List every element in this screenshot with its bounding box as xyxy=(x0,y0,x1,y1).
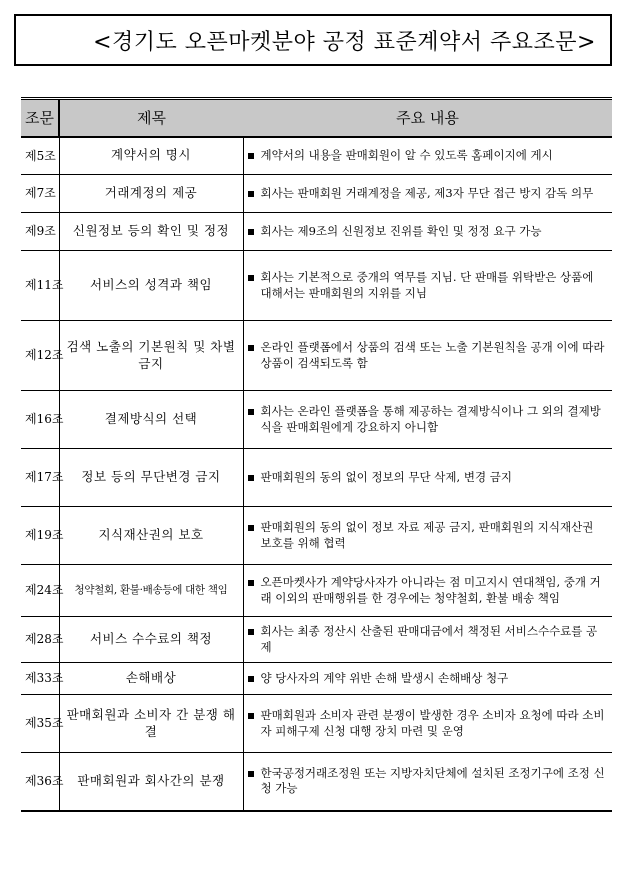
content-cell xyxy=(243,137,612,175)
header-article: 조문 xyxy=(21,99,59,137)
article-cell: 제12조 xyxy=(21,321,59,391)
square-bullet-icon xyxy=(248,713,254,719)
article-cell: 제17조 xyxy=(21,449,59,507)
square-bullet-icon xyxy=(248,475,254,481)
content-text: 판매회원의 동의 없이 정보 자료 제공 금지, 판매회원의 지식재산권 보호를 위해 협력 xyxy=(260,519,594,550)
content-text: 판매회원의 동의 없이 정보의 무단 삭제, 변경 금지 xyxy=(260,469,512,484)
content-text: 회사는 기본적으로 중개의 역무를 지님. 단 판매를 위탁받은 상품에 대해서는 판매회원의 지위를 지님 xyxy=(260,269,594,300)
content-cell xyxy=(243,753,612,811)
table-row xyxy=(21,213,612,251)
header-subject: 제목 xyxy=(59,99,243,137)
content-text: 온라인 플랫폼에서 상품의 검색 또는 노출 기본원칙을 공개 이에 따라 상품이 검색되도록 함 xyxy=(260,339,605,370)
square-bullet-icon xyxy=(248,191,254,197)
content-text: 회사는 온라인 플랫폼을 통해 제공하는 결제방식이나 그 외의 결제방식을 판매회원에게 강요하지 아니함 xyxy=(260,403,601,434)
content-cell xyxy=(243,213,612,251)
subject-cell: 판매회원과 소비자 간 분쟁 해결 xyxy=(59,695,243,753)
article-cell: 제11조 xyxy=(21,251,59,321)
content-cell xyxy=(243,565,612,617)
table-header-row xyxy=(21,99,612,137)
article-cell: 제7조 xyxy=(21,175,59,213)
content-cell xyxy=(243,617,612,663)
table-row xyxy=(21,663,612,695)
table-row xyxy=(21,321,612,391)
content-cell xyxy=(243,175,612,213)
article-cell: 제19조 xyxy=(21,507,59,565)
table-row xyxy=(21,137,612,175)
articles-table xyxy=(21,97,612,812)
content-cell xyxy=(243,449,612,507)
article-cell: 제35조 xyxy=(21,695,59,753)
table-row xyxy=(21,251,612,321)
content-text: 회사는 최종 정산시 산출된 판매대금에서 책정된 서비스수수료를 공제 xyxy=(260,623,598,654)
title-box xyxy=(14,14,612,66)
square-bullet-icon xyxy=(248,629,254,635)
content-cell xyxy=(243,663,612,695)
content-text: 오픈마켓사가 계약당사자가 아니라는 점 미고지시 연대책임, 중개 거래 이외의 판매행위를 한 경우에는 청약철회, 환불 배송 책임 xyxy=(260,574,601,605)
square-bullet-icon xyxy=(248,676,254,682)
square-bullet-icon xyxy=(248,580,254,586)
article-cell: 제24조 xyxy=(21,565,59,617)
article-cell: 제9조 xyxy=(21,213,59,251)
subject-cell: 청약철회, 환불·배송등에 대한 책임 xyxy=(59,565,243,617)
content-cell xyxy=(243,251,612,321)
table-row xyxy=(21,175,612,213)
content-text: 회사는 제9조의 신원정보 진위를 확인 및 정정 요구 가능 xyxy=(260,223,542,238)
square-bullet-icon xyxy=(248,153,254,159)
square-bullet-icon xyxy=(248,345,254,351)
content-cell xyxy=(243,321,612,391)
content-cell xyxy=(243,695,612,753)
subject-cell: 정보 등의 무단변경 금지 xyxy=(59,449,243,507)
article-cell: 제36조 xyxy=(21,753,59,811)
table-row xyxy=(21,617,612,663)
article-cell: 제33조 xyxy=(21,663,59,695)
table-row xyxy=(21,449,612,507)
subject-cell: 지식재산권의 보호 xyxy=(59,507,243,565)
content-text: 한국공정거래조정원 또는 지방자치단체에 설치된 조정기구에 조정 신청 가능 xyxy=(260,765,605,796)
subject-cell: 검색 노출의 기본원칙 및 차별금지 xyxy=(59,321,243,391)
subject-cell: 거래계정의 제공 xyxy=(59,175,243,213)
subject-cell: 판매회원과 회사간의 분쟁 xyxy=(59,753,243,811)
table-row xyxy=(21,565,612,617)
square-bullet-icon xyxy=(248,275,254,281)
page-title: <경기도 오픈마켓분야 공정 표준계약서 주요조문> xyxy=(93,29,596,55)
square-bullet-icon xyxy=(248,771,254,777)
subject-cell: 신원정보 등의 확인 및 정정 xyxy=(59,213,243,251)
table-row xyxy=(21,507,612,565)
article-cell: 제5조 xyxy=(21,137,59,175)
content-cell xyxy=(243,507,612,565)
header-content: 주요 내용 xyxy=(243,99,612,137)
square-bullet-icon xyxy=(248,229,254,235)
subject-cell: 서비스 수수료의 책정 xyxy=(59,617,243,663)
table-row xyxy=(21,753,612,811)
square-bullet-icon xyxy=(248,409,254,415)
subject-cell: 결제방식의 선택 xyxy=(59,391,243,449)
article-cell: 제28조 xyxy=(21,617,59,663)
content-cell xyxy=(243,391,612,449)
square-bullet-icon xyxy=(248,525,254,531)
table-row xyxy=(21,695,612,753)
subject-cell: 계약서의 명시 xyxy=(59,137,243,175)
content-text: 계약서의 내용을 판매회원이 알 수 있도록 홈페이지에 게시 xyxy=(260,147,553,162)
content-text: 양 당사자의 계약 위반 손해 발생시 손해배상 청구 xyxy=(260,670,509,685)
article-cell: 제16조 xyxy=(21,391,59,449)
table-row xyxy=(21,391,612,449)
subject-cell: 서비스의 성격과 책임 xyxy=(59,251,243,321)
subject-cell: 손해배상 xyxy=(59,663,243,695)
content-text: 회사는 판매회원 거래계정을 제공, 제3자 무단 접근 방지 감독 의무 xyxy=(260,185,594,200)
content-text: 판매회원과 소비자 관련 분쟁이 발생한 경우 소비자 요청에 따라 소비자 피해구제 신청 대행 장치 마련 및 운영 xyxy=(260,707,605,738)
